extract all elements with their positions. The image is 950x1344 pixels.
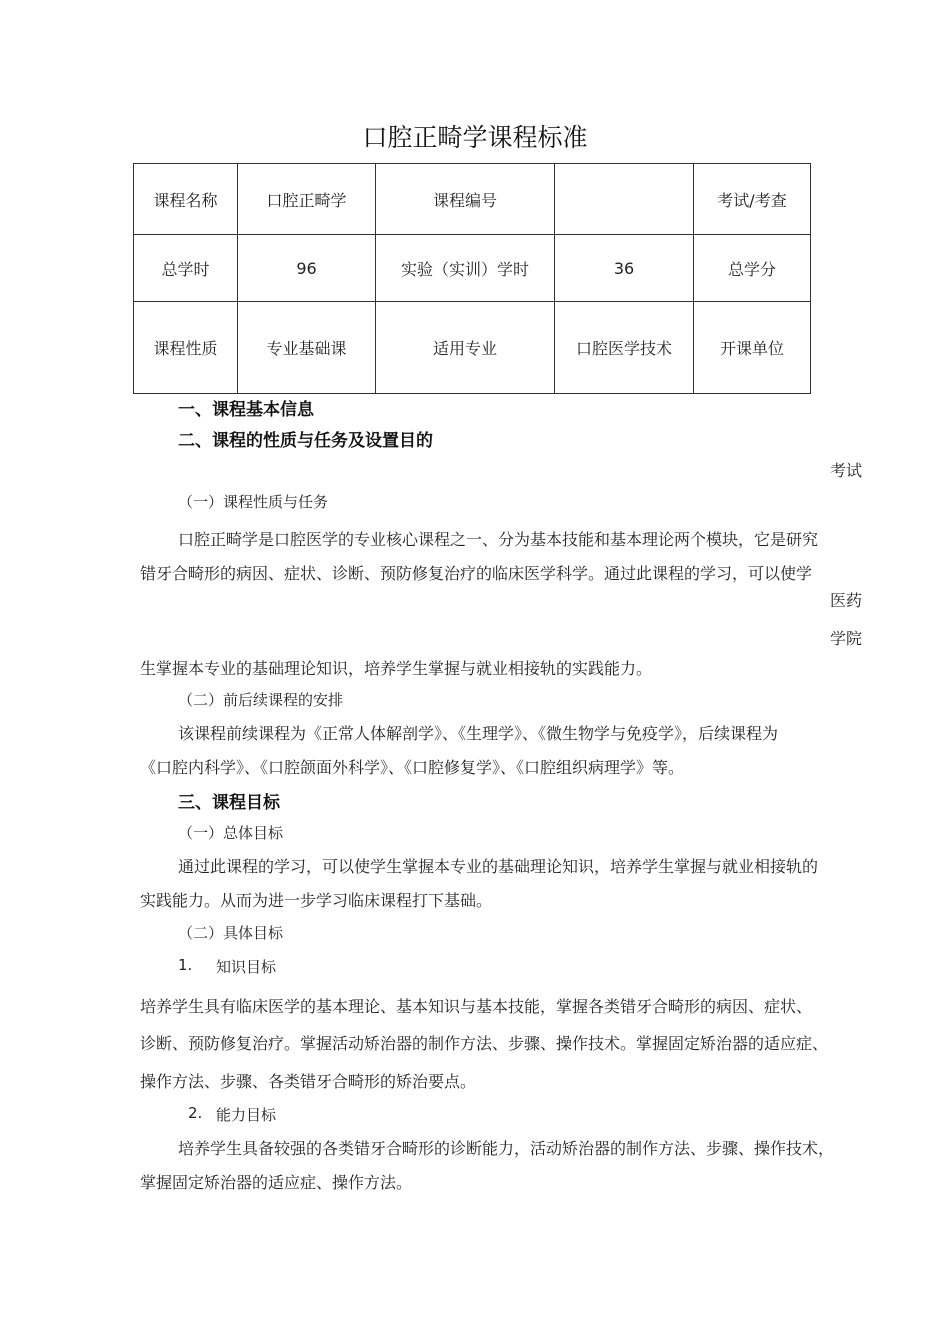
subsection-heading: （一）总体目标 [178, 824, 284, 842]
paragraph-line: 错牙合畸形的病因、症状、诊断、预防修复治疗的临床医学科学。通过此课程的学习，可以使学 [140, 564, 813, 583]
table-cell [555, 164, 694, 235]
section-heading-3: 三、课程目标 [178, 793, 280, 813]
list-number: 1. [178, 956, 193, 974]
margin-note: 学院 [829, 629, 862, 648]
subsection-heading: （二）具体目标 [178, 924, 284, 942]
table-cell: 总学时 [134, 235, 238, 302]
paragraph-line: 诊断、预防修复治疗。掌握活动矫治器的制作方法、步骤、操作技术。掌握固定矫治器的适应症、 [140, 1034, 829, 1053]
section-heading-1: 一、课程基本信息 [178, 400, 314, 420]
list-number: 2. [188, 1104, 203, 1122]
table-cell: 专业基础课 [238, 302, 376, 394]
table-row [134, 164, 811, 235]
margin-note: 医药 [829, 591, 862, 610]
paragraph-line: 《口腔内科学》、《口腔颌面外科学》、《口腔修复学》、《口腔组织病理学》等。 [140, 758, 685, 777]
paragraph-line: 培养学生具有临床医学的基本理论、基本知识与基本技能，掌握各类错牙合畸形的病因、症状、 [140, 997, 813, 1016]
paragraph-line: 操作方法、步骤、各类错牙合畸形的矫治要点。 [140, 1072, 477, 1091]
table-cell: 考试/考查 [694, 164, 811, 235]
table-cell: 口腔医学技术 [555, 302, 694, 394]
table-cell: 课程性质 [134, 302, 238, 394]
page-title: 口腔正畸学课程标准 [362, 123, 588, 152]
paragraph-line: 通过此课程的学习，可以使学生掌握本专业的基础理论知识，培养学生掌握与就业相接轨的 [178, 857, 819, 876]
table-row [134, 235, 811, 302]
table-cell: 实验（实训）学时 [376, 235, 555, 302]
section-heading-2: 二、课程的性质与任务及设置目的 [178, 431, 433, 451]
table-cell: 96 [238, 235, 376, 302]
table-cell: 课程编号 [376, 164, 555, 235]
table-cell: 总学分 [694, 235, 811, 302]
paragraph-line: 口腔正畸学是口腔医学的专业核心课程之一、分为基本技能和基本理论两个模块，它是研究 [178, 530, 819, 549]
subsection-heading: （一）课程性质与任务 [178, 493, 329, 511]
list-label: 能力目标 [216, 1106, 277, 1124]
paragraph-line: 该课程前续课程为《正常人体解剖学》、《生理学》、《微生物学与免疫学》，后续课程为 [178, 724, 779, 743]
subsection-heading: （二）前后续课程的安排 [178, 691, 344, 709]
paragraph-line: 掌握固定矫治器的适应症、操作方法。 [140, 1173, 413, 1192]
table-cell: 36 [555, 235, 694, 302]
table-cell: 课程名称 [134, 164, 238, 235]
course-info-table [133, 163, 811, 394]
table-row [134, 302, 811, 394]
table-cell: 口腔正畸学 [238, 164, 376, 235]
paragraph-line: 培养学生具备较强的各类错牙合畸形的诊断能力，活动矫治器的制作方法、步骤、操作技术， [178, 1139, 835, 1158]
list-label: 知识目标 [216, 958, 277, 976]
table-cell: 适用专业 [376, 302, 555, 394]
paragraph-line: 生掌握本专业的基础理论知识，培养学生掌握与就业相接轨的实践能力。 [140, 659, 653, 678]
margin-note: 考试 [829, 461, 862, 480]
paragraph-line: 实践能力。从而为进一步学习临床课程打下基础。 [140, 891, 493, 910]
table-cell: 开课单位 [694, 302, 811, 394]
